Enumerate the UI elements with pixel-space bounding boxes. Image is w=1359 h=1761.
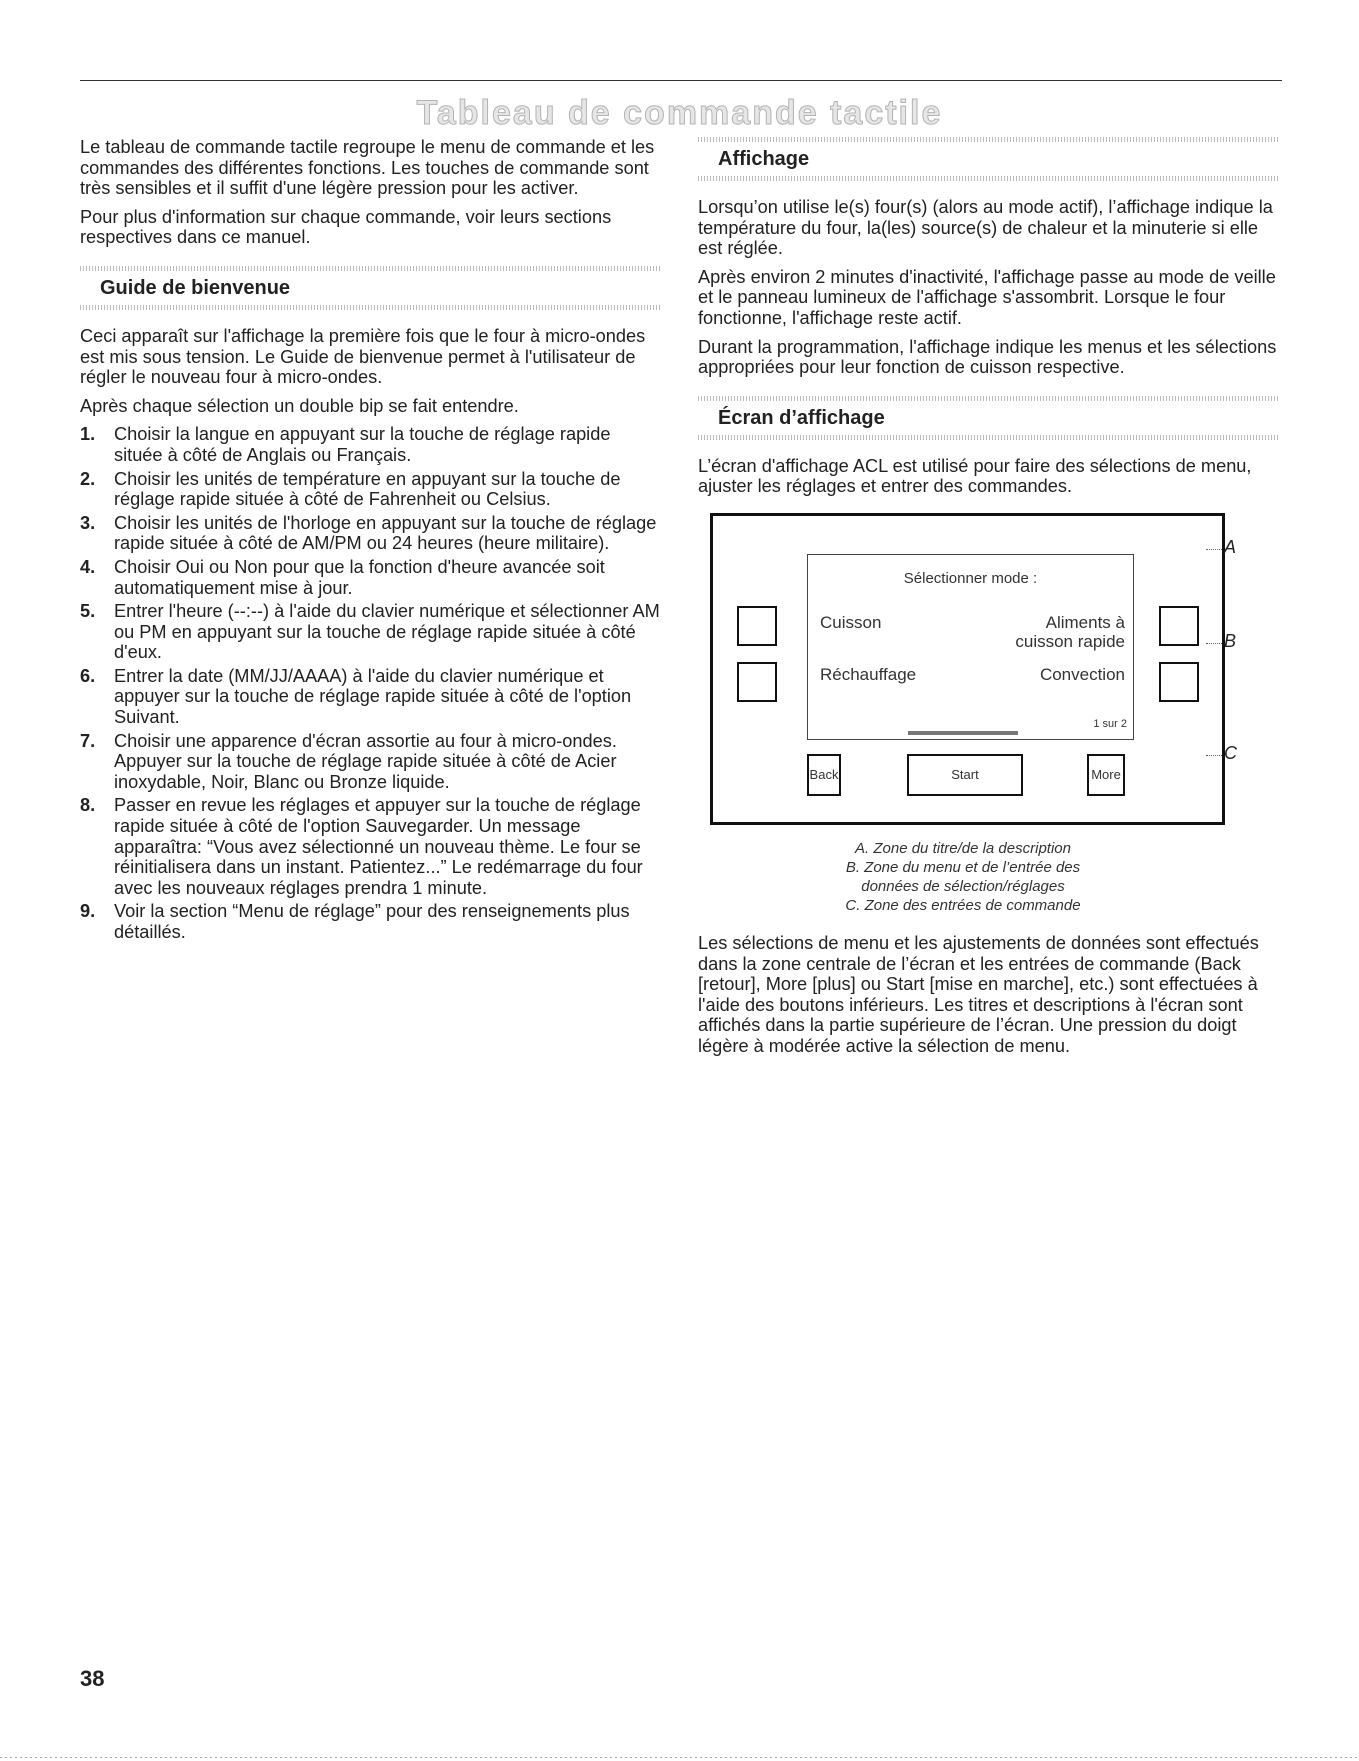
caption-b-line-2: données de sélection/réglages — [861, 877, 1065, 895]
list-item — [80, 795, 660, 898]
guide-paragraph-2: Après chaque sélection un double bip se fait entendre. — [80, 395, 519, 416]
step-text: Choisir Oui ou Non pour que la fonction d'heure avancée soit automatiquement mise à jour. — [114, 556, 605, 598]
top-rule — [80, 80, 1282, 81]
step-text: Entrer la date (MM/JJ/AAAA) à l'aide du clavier numérique et appuyer sur la touche de réglage rapide située à côté de l'option Suivant. — [114, 665, 632, 728]
option-aliments — [1015, 613, 1125, 651]
step-number: 8. — [80, 795, 96, 816]
list-item — [80, 601, 660, 663]
callout-line-a — [1206, 549, 1222, 551]
diagram-caption — [698, 839, 1228, 915]
step-text: Choisir une apparence d'écran assortie au four à micro-ondes. Appuyer sur la touche de réglage rapide située à côté de Acier inoxydable, Noir, Blanc ou Bronze liquide. — [114, 730, 617, 792]
option-cuisson: Cuisson — [820, 612, 882, 632]
affichage-heading: Affichage — [718, 148, 810, 170]
closing-paragraph: Les sélections de menu et les ajustements de données sont effectués dans la zone centrale de l’écran et les entrées de commande (Back [retour], More [plus] ou Start [mise en marche], etc.) sont effectuées à l'aide des boutons inférieurs. Les titres et descriptions à l'écran sont affichés dans la partie supérieure de l’écran. Une pression du doigt légère à modérée active la sélection de menu. — [698, 932, 1259, 1056]
left-column — [80, 137, 660, 946]
intro-paragraph-1: Le tableau de commande tactile regroupe le menu de commande et les commandes des différentes fonctions. Les touches de commande sont très sensibles et il suffit d'une légère pression pour les activer. — [80, 137, 655, 199]
left-quick-key-bottom[interactable] — [737, 662, 777, 702]
guide-paragraph-1: Ceci apparaît sur l'affichage la première fois que le four à micro-ondes est mis sous tension. Le Guide de bienvenue permet à l'utilisateur de régler le nouveau four à micro-ondes. — [80, 325, 646, 388]
callout-label-a: A — [1224, 536, 1237, 557]
heading-rule — [698, 435, 1278, 440]
right-column — [698, 137, 1278, 1065]
list-item — [80, 666, 660, 728]
guide-heading: Guide de bienvenue — [100, 276, 291, 299]
section-heading-affichage — [698, 137, 1278, 189]
heading-rule — [80, 266, 660, 271]
step-text: Choisir les unités de température en appuyant sur la touche de réglage rapide située à côté de Fahrenheit ou Celsius. — [114, 468, 621, 510]
intro-paragraph-2: Pour plus d'information sur chaque commande, voir leurs sections respectives dans ce manuel. — [80, 206, 612, 248]
setup-steps-list — [80, 424, 660, 942]
step-text: Choisir la langue en appuyant sur la touche de réglage rapide située à côté de Anglais ou Français. — [114, 424, 611, 465]
right-quick-key-bottom[interactable] — [1159, 662, 1199, 702]
select-mode-title: Sélectionner mode : — [903, 569, 1038, 587]
caption-a: A. Zone du titre/de la description — [855, 839, 1071, 857]
page-progress-bar — [908, 731, 1018, 735]
step-number: 4. — [80, 556, 96, 577]
step-number: 7. — [80, 730, 96, 751]
section-heading-guide — [80, 258, 660, 318]
back-button[interactable]: Back — [807, 754, 841, 796]
step-number: 1. — [80, 424, 96, 445]
lcd-screen-frame — [710, 513, 1225, 825]
affichage-paragraph-2: Après environ 2 minutes d'inactivité, l'affichage passe au mode de veille et le panneau lumineux de l'affichage s'assombrit. Lorsque le four fonctionne, l'affichage reste actif. — [698, 266, 1276, 328]
list-item — [80, 469, 660, 510]
more-button[interactable]: More — [1087, 754, 1125, 796]
caption-c: C. Zone des entrées de commande — [845, 896, 1081, 914]
menu-area — [807, 554, 1134, 740]
ecran-heading: Écran d’affichage — [718, 406, 885, 429]
section-heading-ecran — [698, 388, 1278, 448]
step-number: 6. — [80, 665, 96, 686]
callout-line-b — [1206, 643, 1222, 645]
affichage-paragraph-1: Lorsqu’on utilise le(s) four(s) (alors au mode actif), l’affichage indique la température du four, la(les) source(s) de chaleur et la minuterie si elle est réglée. — [698, 197, 1273, 259]
step-text: Entrer l'heure (--:--) à l'aide du clavier numérique et sélectionner AM ou PM en appuyant sur la touche de réglage rapide située à côté d'eux. — [114, 601, 660, 663]
option-convection: Convection — [1039, 664, 1125, 684]
page-indicator: 1 sur 2 — [1093, 718, 1127, 731]
start-button[interactable]: Start — [907, 754, 1023, 796]
left-quick-key-top[interactable] — [737, 606, 777, 646]
list-item — [80, 513, 660, 554]
step-text: Choisir les unités de l'horloge en appuyant sur la touche de réglage rapide située à côté de AM/PM ou 24 heures (heure militaire). — [114, 512, 657, 554]
footer-rule — [0, 1757, 1359, 1758]
callout-label-b: B — [1224, 630, 1237, 651]
step-number: 3. — [80, 512, 96, 533]
option-aliments-line-1: Aliments à — [1045, 612, 1125, 632]
heading-rule — [698, 396, 1278, 401]
step-number: 9. — [80, 901, 96, 922]
right-quick-key-top[interactable] — [1159, 606, 1199, 646]
callout-line-c — [1206, 755, 1222, 757]
step-number: 2. — [80, 468, 96, 489]
caption-b-line-1: B. Zone du menu et de l’entrée des — [845, 858, 1081, 876]
list-item — [80, 901, 660, 942]
list-item — [80, 424, 660, 465]
step-text: Passer en revue les réglages et appuyer sur la touche de réglage rapide située à côté de l'option Sauvegarder. Un message apparaîtra: “Vous avez sélectionné un nouveau thème. Le four se réinitialisera dans un instant. Patientez...” Le redémarrage du four avec les nouveaux réglages prendra 1 minute. — [114, 795, 643, 898]
list-item — [80, 557, 660, 598]
heading-rule — [698, 176, 1278, 181]
page-number: 38 — [80, 1666, 105, 1691]
heading-rule — [80, 305, 660, 310]
option-aliments-line-2: cuisson rapide — [1015, 631, 1125, 651]
affichage-paragraph-3: Durant la programmation, l'affichage indique les menus et les sélections appropriées pour leur fonction de cuisson respective. — [698, 336, 1277, 378]
option-rechauffage: Réchauffage — [820, 664, 917, 684]
callout-label-c: C — [1224, 742, 1237, 763]
list-item — [80, 731, 660, 793]
heading-rule — [698, 137, 1278, 142]
step-text: Voir la section “Menu de réglage” pour des renseignements plus détaillés. — [114, 901, 630, 942]
page-title: Tableau de commande tactile — [416, 94, 943, 132]
step-number: 5. — [80, 601, 96, 622]
display-screen-diagram — [710, 513, 1240, 829]
ecran-paragraph-1: L’écran d'affichage ACL est utilisé pour faire des sélections de menu, ajuster les réglages et entrer des commandes. — [698, 455, 1252, 497]
